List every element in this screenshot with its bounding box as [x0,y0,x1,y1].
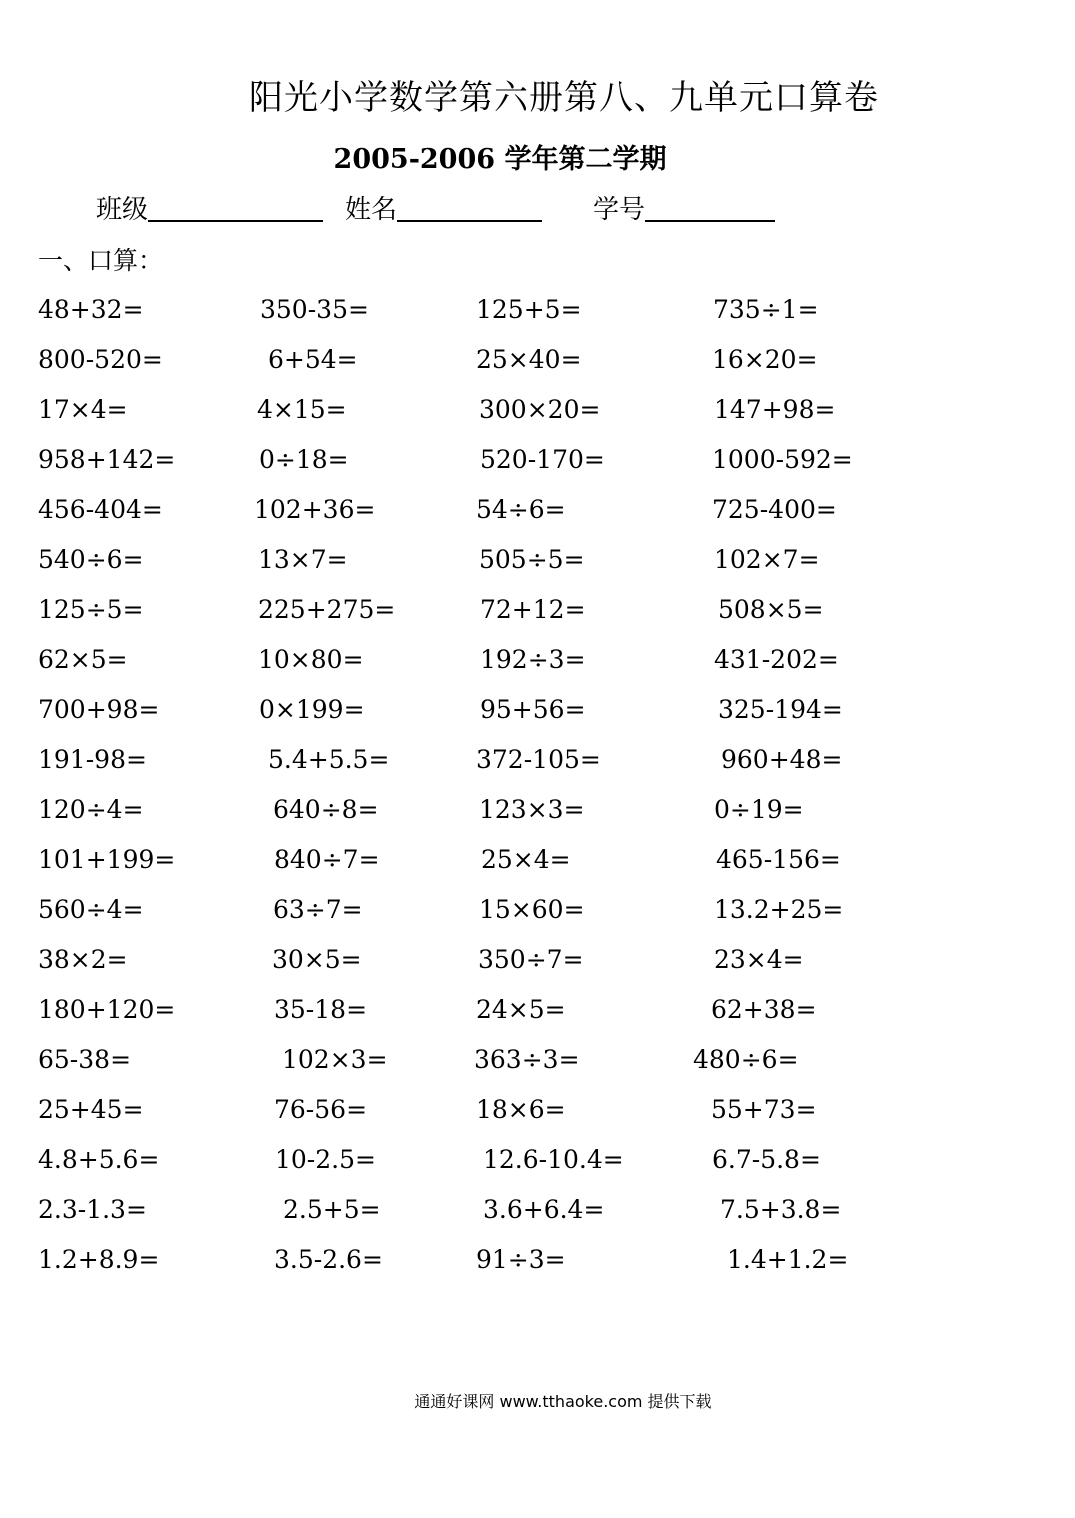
problem-r3-c3: 300×20= [479,395,601,424]
problem-r20-c3: 91÷3= [476,1245,566,1274]
problem-r17-c2: 76-56= [274,1095,368,1124]
problem-r19-c3: 3.6+6.4= [483,1195,605,1224]
name-blank[interactable] [397,190,542,222]
problem-r16-c1: 65-38= [38,1045,132,1074]
class-field [96,190,323,230]
problem-r1-c3: 125+5= [476,295,582,324]
problem-r6-c2: 13×7= [258,545,348,574]
problem-r8-c3: 192÷3= [480,645,586,674]
problem-r6-c4: 102×7= [714,545,820,574]
problem-r12-c3: 25×4= [481,845,571,874]
problem-r6-c3: 505÷5= [479,545,585,574]
problem-r9-c2: 0×199= [259,695,365,724]
problem-r14-c2: 30×5= [272,945,362,974]
problem-r7-c2: 225+275= [258,595,396,624]
class-label: 班级 [96,195,149,225]
problem-r15-c4: 62+38= [711,995,817,1024]
student-number-blank[interactable] [645,190,775,222]
problem-r1-c4: 735÷1= [713,295,819,324]
problem-r4-c3: 520-170= [480,445,605,474]
problem-r8-c2: 10×80= [258,645,364,674]
problem-r17-c4: 55+73= [711,1095,817,1124]
problem-r5-c1: 456-404= [38,495,163,524]
problem-r10-c2: 5.4+5.5= [268,745,390,774]
problem-r12-c1: 101+199= [38,845,176,874]
problem-r9-c4: 325-194= [718,695,843,724]
problem-r19-c4: 7.5+3.8= [720,1195,842,1224]
problem-r2-c1: 800-520= [38,345,163,374]
problem-r18-c1: 4.8+5.6= [38,1145,160,1174]
problem-r4-c1: 958+142= [38,445,176,474]
problem-r20-c1: 1.2+8.9= [38,1245,160,1274]
problem-r15-c1: 180+120= [38,995,176,1024]
problem-r4-c4: 1000-592= [712,445,853,474]
problem-r18-c4: 6.7-5.8= [712,1145,821,1174]
problem-r18-c3: 12.6-10.4= [483,1145,624,1174]
problem-grid [0,290,1075,1290]
problem-r5-c3: 54÷6= [476,495,566,524]
problem-r13-c2: 63÷7= [273,895,363,924]
problem-r3-c1: 17×4= [38,395,128,424]
problem-r7-c1: 125÷5= [38,595,144,624]
problem-r16-c2: 102×3= [282,1045,388,1074]
problem-r12-c4: 465-156= [716,845,841,874]
problem-r10-c3: 372-105= [476,745,601,774]
semester-subtitle: 2005-2006 学年第二学期 [333,144,667,175]
problem-r16-c3: 363÷3= [474,1045,580,1074]
name-field [345,190,542,230]
problem-r5-c4: 725-400= [712,495,837,524]
problem-r2-c4: 16×20= [712,345,818,374]
problem-r11-c1: 120÷4= [38,795,144,824]
problem-r11-c2: 640÷8= [273,795,379,824]
problem-r15-c2: 35-18= [274,995,368,1024]
problem-r13-c4: 13.2+25= [714,895,844,924]
problem-r13-c3: 15×60= [479,895,585,924]
problem-r8-c4: 431-202= [714,645,839,674]
problem-r15-c3: 24×5= [476,995,566,1024]
problem-r3-c4: 147+98= [714,395,836,424]
problem-r2-c2: 6+54= [268,345,358,374]
problem-r1-c2: 350-35= [260,295,369,324]
problem-r19-c2: 2.5+5= [283,1195,381,1224]
problem-r20-c2: 3.5-2.6= [274,1245,383,1274]
problem-r14-c1: 38×2= [38,945,128,974]
name-label: 姓名 [345,195,398,225]
student-info-row [0,190,1075,230]
class-blank[interactable] [148,190,323,222]
footer-credit: 通通好课网 www.tthaoke.com 提供下载 [414,1392,712,1411]
student-number-field [593,190,775,230]
problem-r14-c3: 350÷7= [478,945,584,974]
problem-r12-c2: 840÷7= [274,845,380,874]
problem-r9-c3: 95+56= [480,695,586,724]
problem-r5-c2: 102+36= [254,495,376,524]
page-title: 阳光小学数学第六册第八、九单元口算卷 [249,78,879,118]
problem-r9-c1: 700+98= [38,695,160,724]
problem-r17-c3: 18×6= [476,1095,566,1124]
problem-r17-c1: 25+45= [38,1095,144,1124]
problem-r19-c1: 2.3-1.3= [38,1195,147,1224]
problem-r1-c1: 48+32= [38,295,144,324]
student-number-label: 学号 [593,195,646,225]
problem-r11-c3: 123×3= [479,795,585,824]
problem-r10-c1: 191-98= [38,745,147,774]
problem-r3-c2: 4×15= [257,395,347,424]
problem-r11-c4: 0÷19= [714,795,804,824]
problem-r10-c4: 960+48= [721,745,843,774]
problem-r8-c1: 62×5= [38,645,128,674]
problem-r7-c3: 72+12= [480,595,586,624]
problem-r2-c3: 25×40= [476,345,582,374]
problem-r6-c1: 540÷6= [38,545,144,574]
problem-r13-c1: 560÷4= [38,895,144,924]
problem-r16-c4: 480÷6= [693,1045,799,1074]
section-heading: 一、口算： [38,246,164,275]
problem-r4-c2: 0÷18= [259,445,349,474]
problem-r7-c4: 508×5= [718,595,824,624]
problem-r20-c4: 1.4+1.2= [727,1245,849,1274]
problem-r18-c2: 10-2.5= [275,1145,376,1174]
problem-r14-c4: 23×4= [714,945,804,974]
